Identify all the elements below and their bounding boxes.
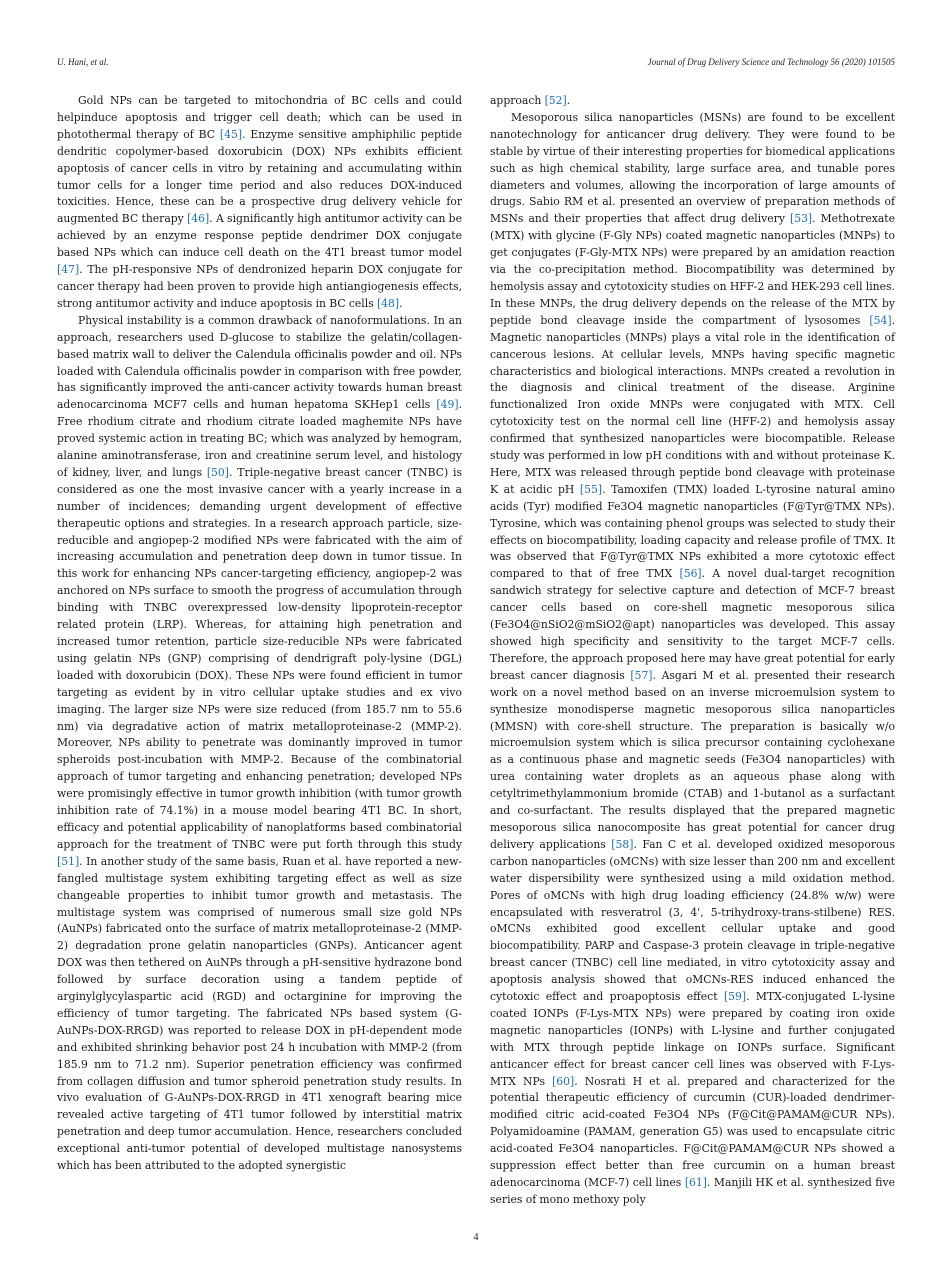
citation-link[interactable]: [59]	[723, 990, 747, 1004]
citation-link[interactable]: [46]	[187, 212, 210, 226]
paragraph: Mesoporous silica nanoparticles (MSNs) are found to be excellent nanotechnology for anticancer drug delivery. They were found to be stable by virtue of their interesting properties for biomedical applications such as high chemical stability, large surface area, and tunable pores diameters and volumes, allowing the incorporation of large amounts of drugs. Sabio RM et al. presented an overview of preparation methods of MSNs and their properties that affect drug delivery [53]. Methotrexate (MTX) with glycine (F-Gly NPs) coated magnetic nanoparticles (MNPs) to get conjugates (F-Gly-MTX NPs) were prepared by an amidation reaction via the co-precipitation method. Biocompatibility was determined by hemolysis assay and cytotoxicity studies on HFF-2 and HEK-293 cell lines. In these MNPs, the drug delivery depends on the release of the MTX by peptide bond cleavage inside the compartment of lysosomes [54]. Magnetic nanoparticles (MNPs) plays a vital role in the identification of cancerous lesions. At cellular levels, MNPs having specific magnetic characteristics and biological interactions. MNPs created a revolution in the diagnosis and clinical treatment of the disease. Arginine functionalized Iron oxide MNPs were conjugated with MTX. Cell cytotoxicity test on the normal cell line (HFF-2) and hemolysis assay confirmed that synthesized nanoparticles were biocompatible. Release study was performed in low pH conditions with and without proteinase K. Here, MTX was released through peptide bond cleavage with proteinase K at acidic pH [55]. Tamoxifen (TMX) loaded L-tyrosine natural amino acids (Tyr) modified Fe3O4 magnetic nanoparticles (F@Tyr@TMX NPs). Tyrosine, which was containing phenol groups was selected to study their effects on biocompatibility, loading capacity and release profile of TMX. It was observed that F@Tyr@TMX NPs exhibited a more cytotoxic effect compared to that of free TMX [56]. A novel dual-target recognition sandwich strategy for selective capture and detection of MCF-7 breast cancer cells based on core-shell magnetic mesoporous silica (Fe3O4@nSiO2@mSiO2@apt) nanoparticles was developed. This assay showed high specificity and sensitivity to the target MCF-7 cells. Therefore, the approach proposed here may have great potential for early breast cancer diagnosis [57]. Asgari M et al. presented their research work on a novel method based on an inverse microemulsion system to synthesize monodisperse magnetic mesoporous silica nanoparticles (MMSN) with core-shell structure. The preparation is basically w/o microemulsion system which is silica precursor containing cyclohexane as a continuous phase and magnetic seeds (Fe3O4 nanoparticles) with urea containing water droplets as an aqueous phase along with cetyltrimethylammonium bromide (CTAB) and 1-butanol as a surfactant and co-surfactant. The results displayed that the prepared magnetic mesoporous silica nanocomposite has great potential for cancer drug delivery applications [58]. Fan C et al. developed oxidized mesoporous carbon nanoparticles (oMCNs) with size lesser than 200 nm and excellent water dispersibility were synthesized using a mild oxidation method. Pores of oMCNs with high drug loading efficiency (24.8% w/w) were encapsulated with resveratrol (3, 4', 5-trihydroxy-trans-stilbene) RES. oMCNs exhibited good excellent cellular uptake and good biocompatibility. PARP and Caspase-3 protein cleavage in triple-negative breast cancer (TNBC) cell line mediated, in vitro cytotoxicity assay and apoptosis analysis showed that oMCNs-RES induced enhanced the cytotoxic effect and proapoptosis effect [59]. MTX-conjugated L-lysine coated IONPs (F-Lys-MTX NPs) were prepared by coating iron oxide magnetic nanoparticles (IONPs) with L-lysine and further conjugated with MTX through peptide linkage on IONPs surface. Significant anticancer effect for breast cancer cell lines was observed with F-Lys-MTX NPs [60]. Nosrati H et al. prepared and characterized for the potential therapeutic efficiency of curcumin (CUR)-loaded dendrimer-modified citric acid-coated Fe3O4 NPs (F@Cit@PAMAM@CUR NPs). Polyamidoamine (PAMAM, generation G5) was used to encapsulate citric acid-coated Fe3O4 nanoparticles. F@Cit@PAMAM@CUR NPs showed a suppression effect better than free curcumin on a human breast adenocarcinoma (MCF-7) cell lines [61]. Manjili HK et al. synthesized five series of mono methoxy poly	[490, 110, 896, 1206]
citation-link[interactable]: [52]	[544, 94, 567, 107]
citation-link[interactable]: [47]	[57, 263, 80, 277]
running-header-journal: Journal of Drug Delivery Science and Technology 56 (2020) 101505	[647, 57, 895, 67]
right-column	[490, 93, 895, 1209]
paragraph-continuation: approach [52].	[490, 94, 571, 107]
citation-link[interactable]: [58]	[611, 837, 634, 851]
running-header	[57, 57, 895, 71]
citation-link[interactable]: [61]	[684, 1176, 707, 1189]
citation-link[interactable]: [56]	[679, 567, 702, 581]
left-column	[57, 93, 462, 1175]
page-number: 4	[473, 1232, 479, 1243]
citation-link[interactable]: [50]	[206, 465, 230, 479]
running-header-authors: U. Hani, et al.	[57, 57, 109, 67]
citation-link[interactable]: [57]	[630, 668, 653, 682]
paragraph: Gold NPs can be targeted to mitochondria of BC cells and could helpinduce apoptosis and trigger cell death; which can be used in photothermal therapy of BC [45]. Enzyme sensitive amphiphilic peptide dendritic copolymer-based doxorubicin (DOX) NPs exhibits efficient apoptosis of cancer cells in vitro by retaining and accumulating within tumor cells for a longer time period and also reduces DOX-induced toxicities. Hence, these can be a prospective drug delivery vehicle for augmented BC therapy [46]. A significantly high antitumor activity can be achieved by an enzyme response peptide dendrimer DOX conjugate based NPs which can induce cell death on the 4T1 breast tumor model [47]. The pH-responsive NPs of dendronized heparin DOX conjugate for cancer therapy had been proven to provide high antiangiogenesis effects, strong antitumor activity and induce apoptosis in BC cells [48].	[57, 94, 462, 310]
citation-link[interactable]: [60]	[552, 1074, 575, 1088]
citation-link[interactable]: [49]	[436, 398, 459, 412]
paragraph: Physical instability is a common drawback of nanoformulations. In an approach, researchers used D-glucose to stabilize the gelatin/collagen-based matrix wall to deliver the Calendula officinalis powder and oil. NPs loaded with Calendula officinalis powder in comparison with free powder, has significantly improved the anti-cancer activity towards human breast adenocarcinoma MCF7 cells and human hepatoma SKHep1 cells [49]. Free rhodium citrate and rhodium citrate loaded maghemite NPs have proved systemic action in treating BC; which was analyzed by hemogram, alanine aminotransferase, iron and creatinine serum level, and histology of kidney, liver, and lungs [50]. Triple-negative breast cancer (TNBC) is considered as one the most invasive cancer with a yearly increase in a number of incidences; demanding urgent development of effective therapeutic options and strategies. In a research approach particle, size-reducible and angiopep-2 modified NPs were fabricated with the aim of increasing accumulation and penetration deep down in tumor tissue. In this work for enhancing NPs cancer-targeting efficiency, angiopep-2 was anchored on NPs surface to smooth the progress of accumulation through binding with TNBC overexpressed low-density lipoprotein-receptor related protein (LRP). Whereas, for attaining high penetration and increased tumor retention, particle size-reducible NPs were fabricated using gelatin NPs (GNP) comprising of dendrigraft poly-lysine (DGL) loaded with doxorubicin (DOX). These NPs were found efficient in tumor targeting as evident by in vitro cellular uptake studies and ex vivo imaging. The larger size NPs were size reduced (from 185.7 nm to 55.6 nm) via degradative action of matrix metalloproteinase-2 (MMP-2). Moreover, NPs ability to penetrate was dominantly improved in tumor spheroids post-incubation with MMP-2. Because of the combinatorial approach of tumor targeting and enhancing penetration; developed NPs were promisingly effective in tumor growth inhibition (with tumor growth inhibition rate of 74.1%) in a mouse model bearing 4T1 BC. In short, efficacy and potential applicability of nanoplatforms based combinatorial approach for the treatment of TNBC were put forth through this study [51]. In another study of the same basis, Ruan et al. have reported a new-fangled multistage system exhibiting targeting effect as well as size changeable properties to inhibit tumor growth and metastasis. The multistage system was comprised of numerous small size gold NPs (AuNPs) fabricated onto the surface of matrix metalloproteinase-2 (MMP-2) degradation prone gelatin nanoparticles (GNPs). Anticancer agent DOX was then tethered on AuNPs through a pH-sensitive hydrazone bond followed by surface decoration using a tandem peptide of arginylglycylaspartic acid (RGD) and octarginine for improving the efficiency of tumor targeting. The fabricated NPs based system (G-AuNPs-DOX-RRGD) was reported to release DOX in pH-dependent mode and exhibited shrinking behavior post 24 h incubation with MMP-2 (from 185.9 nm to 71.2 nm). Superior penetration efficiency was confirmed from collagen diffusion and tumor spheroid penetration study results. In vivo evaluation of G-AuNPs-DOX-RRGD in 4T1 xenograft bearing mice revealed active targeting of 4T1 tumor followed by interstitial matrix penetration and deep tumor accumulation. Hence, researchers concluded exceptional anti-tumor potential of developed multistage nanosystems which has been attributed to the adopted synergistic	[57, 313, 462, 1173]
citation-link[interactable]: [55]	[579, 482, 603, 496]
citation-link[interactable]: [48]	[376, 296, 400, 310]
citation-link[interactable]: [45]	[219, 127, 243, 141]
citation-link[interactable]: [51]	[57, 854, 80, 868]
citation-link[interactable]: [53]	[789, 212, 813, 226]
citation-link[interactable]: [54]	[869, 313, 892, 327]
